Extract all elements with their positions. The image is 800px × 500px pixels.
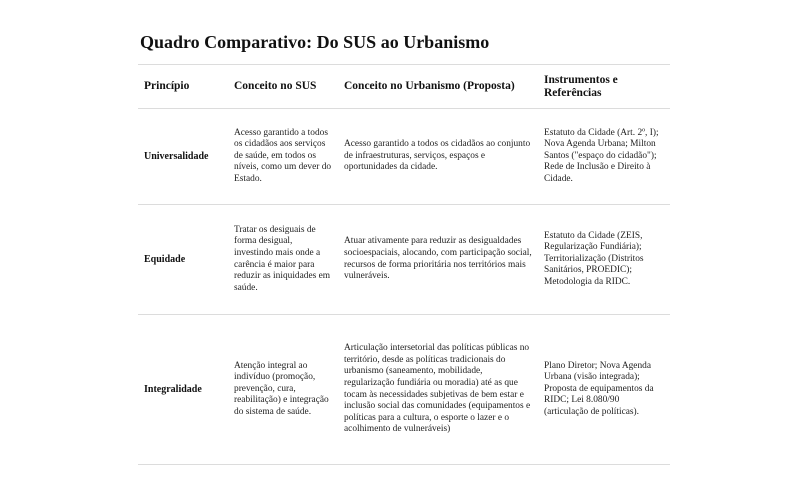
table-row [138,109,670,205]
header-conceito-urbanismo: Conceito no Urbanismo (Proposta) [338,65,538,109]
sus-cell: Tratar os desiguais de forma desigual, investindo mais onde a carência é maior para reduzir as iniquidades em saúde. [228,205,338,315]
principle-cell: Universalidade [138,109,228,205]
header-conceito-sus: Conceito no SUS [228,65,338,109]
sus-cell: Atenção integral ao indivíduo (promoção, prevenção, cura, reabilitação) e integração do sistema de saúde. [228,315,338,465]
table-header-row [138,65,670,109]
principle-cell: Equidade [138,205,228,315]
header-instrumentos: Instrumentos e Referências [538,65,670,109]
urbanismo-cell: Articulação intersetorial das políticas públicas no território, desde as políticas tradicionais do urbanismo (saneamento, mobilidade, regularização fundiária ou moradia) até as que tocam às necessidades subjetivas de bem estar e inclusão social das comunidades (equipamentos e políticas para a cultura, o esporte o lazer e o acolhimento de vulneráveis) [338,315,538,465]
page-title: Quadro Comparativo: Do SUS ao Urbanismo [140,32,490,52]
urbanismo-cell: Acesso garantido a todos os cidadãos ao conjunto de infraestruturas, serviços, espaços e oportunidades da cidade. [338,109,538,205]
comparison-table [138,64,670,465]
instrumentos-cell: Estatuto da Cidade (ZEIS, Regularização Fundiária); Territorialização (Distritos Sanitários, PROEDIC); Metodologia da RIDC. [538,205,670,315]
instrumentos-cell: Estatuto da Cidade (Art. 2º, I); Nova Agenda Urbana; Milton Santos ("espaço do cidadão"); Rede de Inclusão e Direito à Cidade. [538,109,670,205]
sus-cell: Acesso garantido a todos os cidadãos aos serviços de saúde, em todos os níveis, como um dever do Estado. [228,109,338,205]
table-row [138,205,670,315]
table-row [138,315,670,465]
principle-cell: Integralidade [138,315,228,465]
urbanismo-cell: Atuar ativamente para reduzir as desigualdades socioespaciais, alocando, com participação social, recursos de forma prioritária nos territórios mais vulneráveis. [338,205,538,315]
instrumentos-cell: Plano Diretor; Nova Agenda Urbana (visão integrada); Proposta de equipamentos da RIDC; Lei 8.080/90 (articulação de políticas). [538,315,670,465]
header-principio: Princípio [138,65,228,109]
